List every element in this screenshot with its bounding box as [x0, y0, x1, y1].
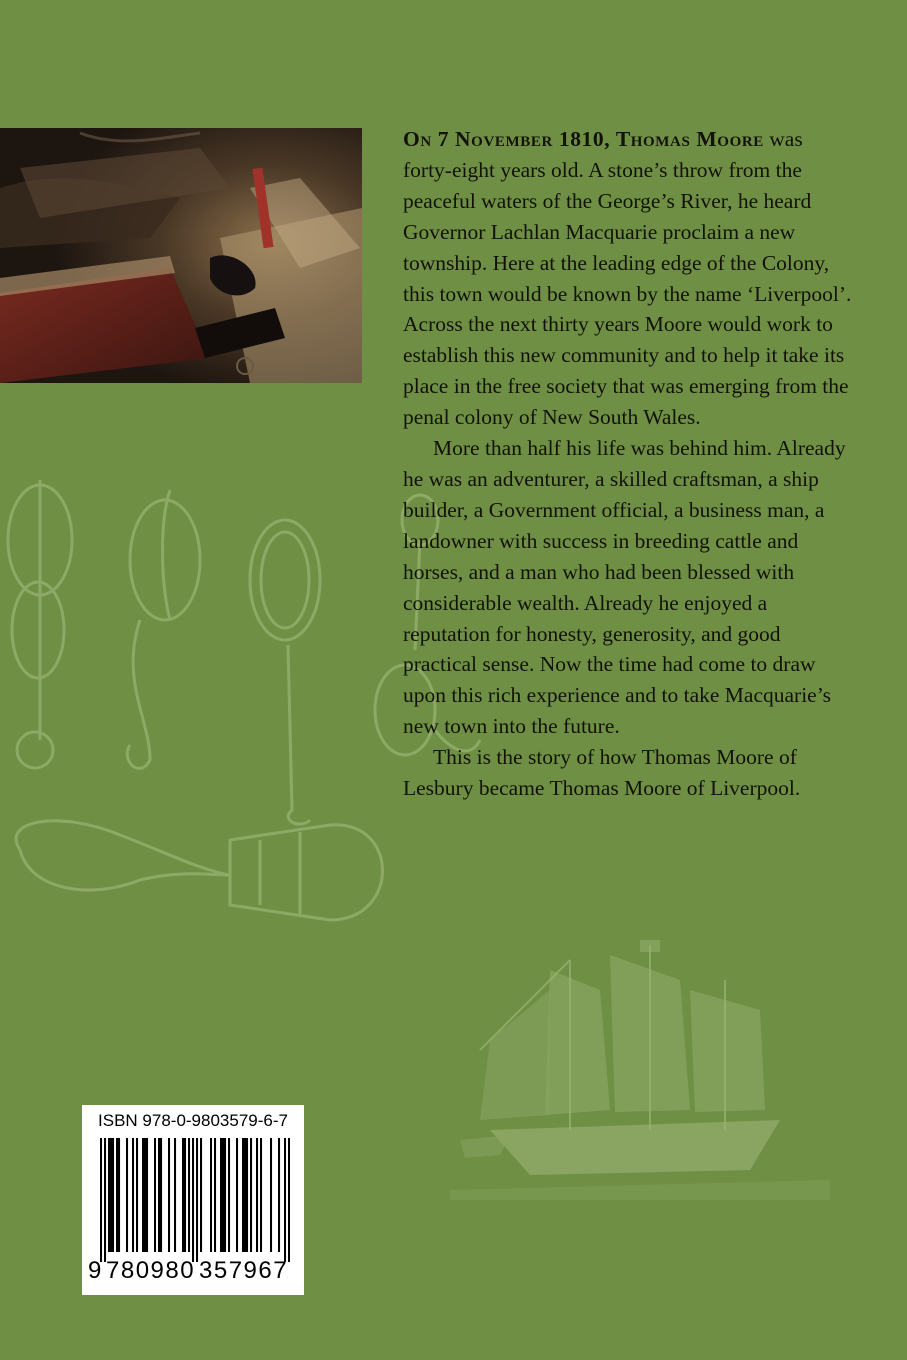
- barcode-bar: [224, 1138, 226, 1252]
- barcode-bar: [270, 1138, 272, 1252]
- barcode-bars: [100, 1138, 290, 1262]
- barcode-bar: [168, 1138, 170, 1252]
- barcode-lead-digit: 9: [88, 1257, 102, 1284]
- blurb-paragraph-1-text: was forty-eight years old. A stone’s throw from the peaceful waters of the George’s River, he heard Governor Lachlan Macquarie proclaim a new township. Here at the leading edge of the Colony, this town would be known by the name ‘Liverpool’. Across the next thirty years Moore would work to establish this new community and to help it take its place in the free society that was emerging from the penal colony of New South Wales.: [403, 127, 852, 430]
- blurb-paragraph-3: This is the story of how Thomas Moore of Lesbury became Thomas Moore of Liverpool.: [403, 745, 801, 801]
- barcode-bar: [278, 1138, 280, 1252]
- barcode-bar: [222, 1138, 224, 1252]
- isbn-label: ISBN 978-0-9803579-6-7: [98, 1111, 288, 1130]
- barcode-bar: [250, 1138, 252, 1252]
- barcode-bar: [146, 1138, 148, 1252]
- barcode-bar: [236, 1138, 238, 1252]
- barcode-bar: [112, 1138, 114, 1252]
- barcode-bar: [242, 1138, 244, 1252]
- barcode-bar: [196, 1138, 198, 1262]
- blurb-paragraph-2: More than half his life was behind him. Already he was an adventurer, a skilled craftsman, a ship builder, a Government official, a business man, a landowner with success in breeding cattle and horses, and a man who had been blessed with considerable wealth. Already he enjoyed a reputation for honesty, generosity, and good practical sense. Now the time had come to draw upon this rich experience and to take Macquarie’s new town into the future.: [403, 436, 846, 739]
- sailing-ship-engraving: [450, 930, 830, 1200]
- barcode-bar: [154, 1138, 156, 1252]
- barcode-bar: [110, 1138, 112, 1252]
- back-cover-blurb: [403, 124, 853, 804]
- barcode-bar: [260, 1138, 262, 1252]
- barcode-bar: [126, 1138, 128, 1252]
- barcode-bar: [118, 1138, 120, 1252]
- barcode-bar: [142, 1138, 144, 1252]
- barcode-bar: [160, 1138, 162, 1252]
- barcode-bar: [132, 1138, 134, 1252]
- barcode-bar: [108, 1138, 110, 1252]
- barcode-bar: [244, 1138, 246, 1252]
- barcode-bar: [284, 1138, 286, 1262]
- cover-painting-detail: [0, 128, 362, 383]
- barcode-bar: [104, 1138, 106, 1262]
- barcode-right-digits: 357967: [199, 1257, 289, 1284]
- barcode-bar: [116, 1138, 118, 1252]
- barcode-bar: [228, 1138, 230, 1252]
- barcode-bar: [288, 1138, 290, 1262]
- barcode-bar: [188, 1138, 190, 1252]
- barcode-bar: [158, 1138, 160, 1252]
- barcode-bar: [100, 1138, 102, 1262]
- barcode-bar: [136, 1138, 138, 1252]
- barcode-bar: [192, 1138, 194, 1262]
- barcode-bar: [246, 1138, 248, 1252]
- barcode-left-digits: 780980: [106, 1257, 196, 1284]
- blurb-lead-smallcaps: On 7 November 1810, Thomas Moore: [403, 127, 764, 151]
- barcode-bar: [214, 1138, 216, 1252]
- barcode-bar: [210, 1138, 212, 1252]
- barcode-bar: [174, 1138, 176, 1252]
- barcode-bar: [144, 1138, 146, 1252]
- isbn-barcode: [82, 1105, 304, 1295]
- blurb-paragraph-1: [403, 124, 853, 433]
- barcode-bar: [200, 1138, 202, 1252]
- barcode-bar: [184, 1138, 186, 1252]
- barcode-bar: [256, 1138, 258, 1252]
- barcode-bar: [220, 1138, 222, 1252]
- barcode-bar: [182, 1138, 184, 1252]
